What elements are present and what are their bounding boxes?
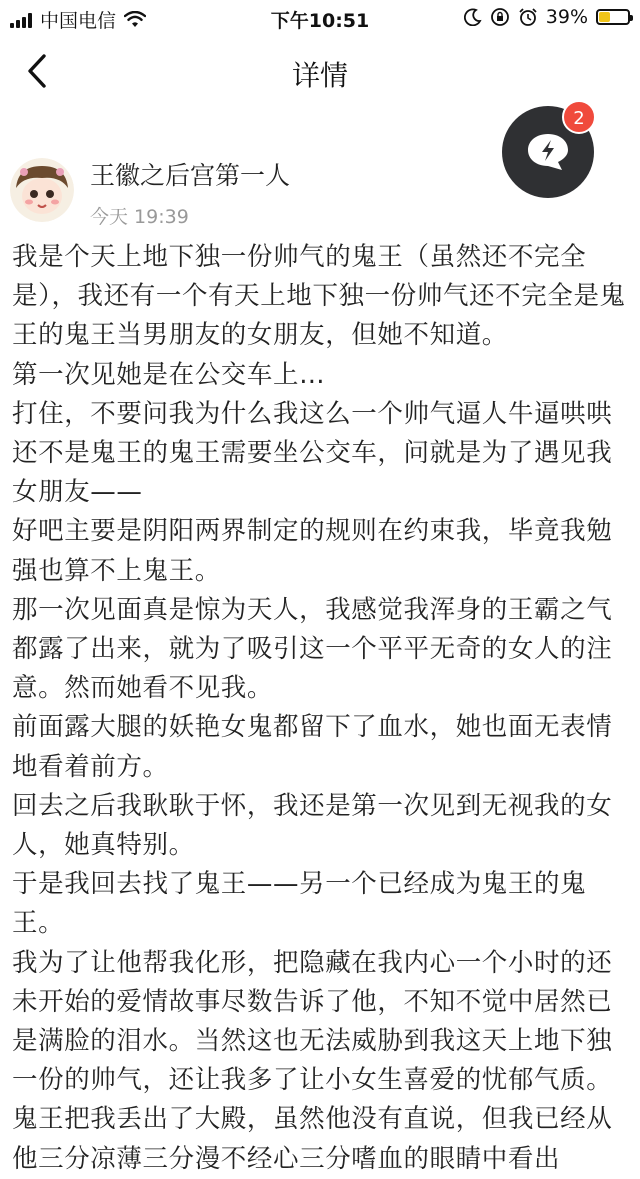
clock: 下午10:51	[270, 10, 370, 32]
avatar[interactable]	[10, 158, 74, 222]
paragraph: 我是个天上地下独一份帅气的鬼王（虽然还不完全是），我还有一个有天上地下独一份帅气还不完全是鬼王的鬼王当男朋友的女朋友，但她不知道。	[12, 242, 626, 351]
notification-badge: 2	[562, 100, 596, 134]
paragraph: 打住，不要问我为什么我这么一个帅气逼人牛逼哄哄还不是鬼王的鬼王需要坐公交车，问就是为了遇见我女朋友——	[12, 398, 613, 508]
status-bar	[0, 0, 640, 36]
status-right	[464, 6, 630, 28]
post-content	[12, 238, 632, 1179]
author-name[interactable]: 王徽之后宫第一人	[90, 161, 291, 190]
battery-level	[599, 12, 610, 22]
moon-icon	[464, 8, 482, 26]
paragraph: 第一次见她是在公交车上…	[12, 359, 326, 390]
carrier-label: 中国电信	[40, 10, 117, 32]
avatar-image	[10, 158, 74, 222]
battery-percent: 39%	[545, 6, 588, 28]
paragraph: 鬼王把我丢出了大殿，虽然他没有直说，但我已经从他三分凉薄三分漫不经心三分嗜血的眼睛中看出	[12, 1104, 613, 1174]
paragraph: 回去之后我耿耿于怀，我还是第一次见到无视我的女人，她真特别。	[12, 790, 613, 861]
rotation-lock-icon	[490, 7, 510, 27]
battery-icon	[596, 9, 630, 25]
paragraph: 前面露大腿的妖艳女鬼都留下了血水，她也面无表情地看着前方。	[12, 712, 613, 782]
alarm-icon	[518, 7, 538, 27]
post-time: 今天 19:39	[90, 206, 189, 228]
paragraph: 于是我回去找了鬼王——另一个已经成为鬼王的鬼王。	[12, 869, 587, 939]
chat-bubble-lightning-icon	[524, 130, 572, 174]
paragraph: 那一次见面真是惊为天人，我感觉我浑身的王霸之气都露了出来，就为了吸引这一个平平无奇的女人的注意。然而她看不见我。	[12, 594, 613, 704]
paragraph: 我为了让他帮我化形，把隐藏在我内心一个小时的还未开始的爱情故事尽数告诉了他，不知不觉中居然已是满脸的泪水。当然这也无法威胁到我这天上地下独一份的帅气，还让我多了让小女生喜爱的忧郁气质。	[12, 947, 613, 1096]
page-title: 详情	[291, 59, 348, 92]
paragraph: 好吧主要是阴阳两界制定的规则在约束我，毕竟我勉强也算不上鬼王。	[12, 516, 613, 586]
author-row	[10, 154, 490, 228]
nav-bar	[0, 40, 640, 104]
